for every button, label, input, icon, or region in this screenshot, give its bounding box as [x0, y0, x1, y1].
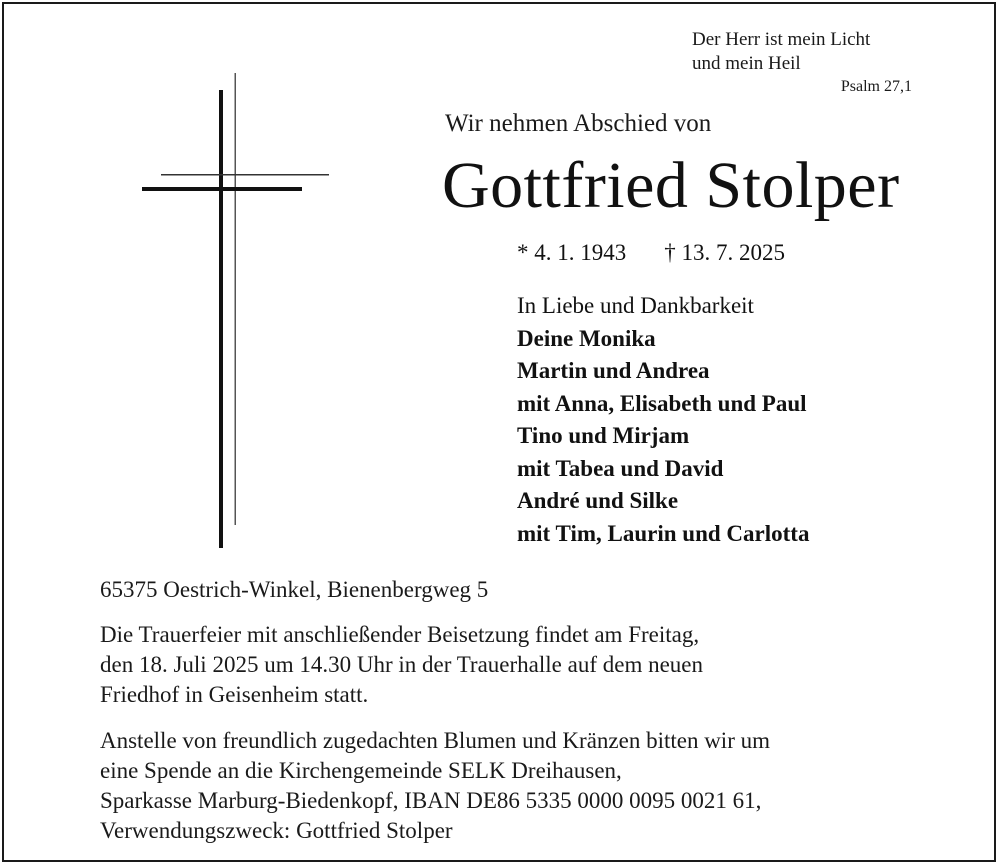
death-date: † 13. 7. 2025 [664, 240, 785, 265]
mourner-line: mit Anna, Elisabeth und Paul [517, 390, 807, 416]
donation-info-line: Anstelle von freundlich zugedachten Blumen und Kränzen bitten wir um [100, 728, 770, 753]
mourner-line: mit Tabea und David [517, 455, 724, 481]
bible-verse-line-1: Der Herr ist mein Licht [692, 29, 871, 50]
deceased-name: Gottfried Stolper [442, 149, 900, 222]
funeral-info-line: den 18. Juli 2025 um 14.30 Uhr in der Trauerhalle auf dem neuen [100, 652, 703, 677]
bible-verse [692, 28, 870, 76]
cross-icon [130, 70, 340, 560]
family-address: 65375 Oestrich-Winkel, Bienenbergweg 5 [100, 577, 489, 602]
mourner-line: Tino und Mirjam [517, 423, 690, 448]
donation-info [100, 726, 770, 846]
mourner-line: André und Silke [517, 488, 679, 513]
donation-info-line: eine Spende an die Kirchengemeinde SELK Dreihausen, [100, 758, 622, 783]
bible-verse-reference: Psalm 27,1 [840, 78, 912, 95]
mourner-line: mit Tim, Laurin und Carlotta [517, 520, 810, 546]
donation-info-line: Verwendungszweck: Gottfried Stolper [100, 818, 453, 843]
funeral-info-line: Die Trauerfeier mit anschließender Beisetzung findet am Freitag, [100, 622, 700, 647]
mourner-line: Deine Monika [517, 325, 656, 351]
bible-verse-line-2: und mein Heil [692, 53, 801, 74]
funeral-info [100, 620, 703, 710]
birth-date: * 4. 1. 1943 [517, 240, 627, 265]
donation-info-line: Sparkasse Marburg-Biedenkopf, IBAN DE86 5335 0000 0095 0021 61, [100, 788, 762, 813]
mourners-lead: In Liebe und Dankbarkeit [517, 293, 754, 318]
funeral-info-line: Friedhof in Geisenheim statt. [100, 682, 369, 707]
mourner-line: Martin und Andrea [517, 358, 710, 383]
intro-text: Wir nehmen Abschied von [445, 110, 712, 137]
mourners-list [517, 290, 809, 550]
life-dates [517, 240, 785, 266]
